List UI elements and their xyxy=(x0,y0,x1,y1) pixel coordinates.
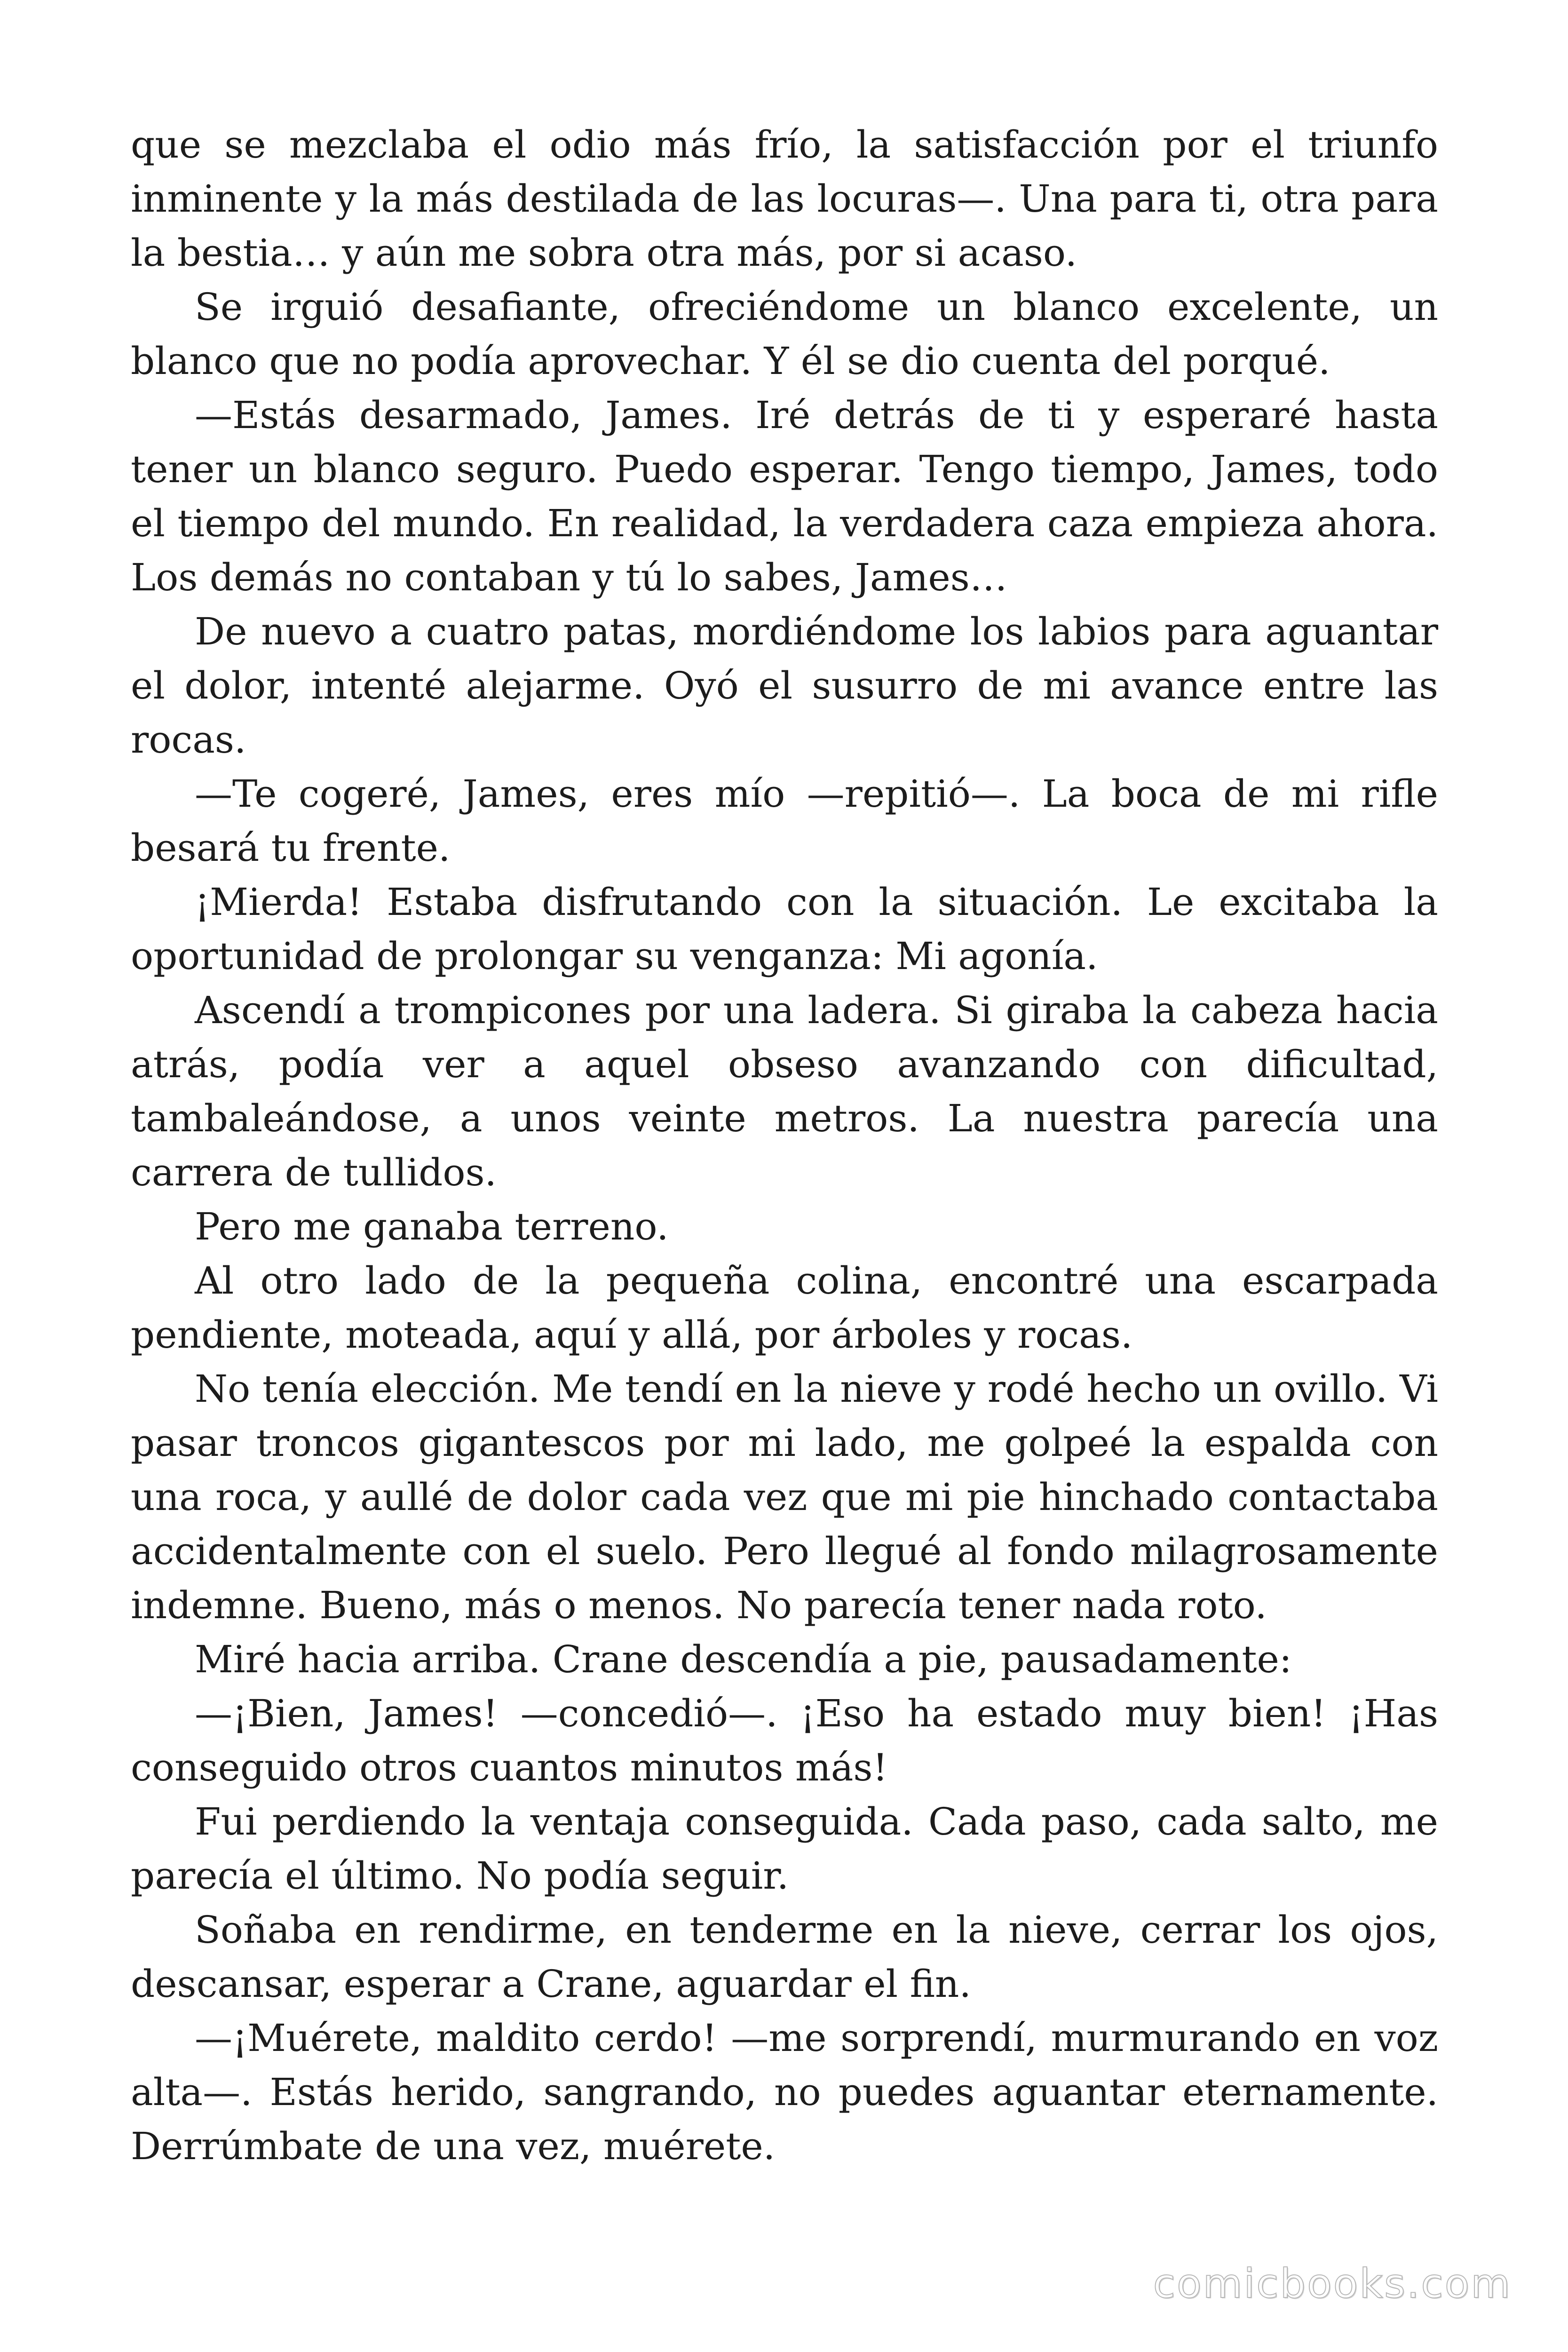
paragraph-4: De nuevo a cuatro patas, mordiéndome los labios para aguantar el dolor, intenté alejarme. Oyó el susurro de mi avance entre las rocas. xyxy=(131,610,1438,762)
watermark: comicbooks.com xyxy=(1153,2260,1512,2307)
paragraph-1: que se mezclaba el odio más frío, la satisfacción por el triunfo inminente y la más destilada de las locuras—. Una para ti, otra para la bestia… y aún me sobra otra más, por si acaso. xyxy=(131,123,1438,275)
paragraph-10: No tenía elección. Me tendí en la nieve y rodé hecho un ovillo. Vi pasar troncos gigantescos por mi lado, me golpeé la espalda con una roca, y aullé de dolor cada vez que mi pie hinchado contactaba accidentalmente con el suelo. Pero llegué al fondo milagrosamente indemne. Bueno, más o menos. No parecía tener nada roto. xyxy=(131,1367,1438,1627)
page-body xyxy=(131,118,1438,2173)
paragraph-9: Al otro lado de la pequeña colina, encontré una escarpada pendiente, moteada, aquí y allá, por árboles y rocas. xyxy=(131,1259,1438,1357)
paragraph-11: Miré hacia arriba. Crane descendía a pie, pausadamente: xyxy=(195,1637,1292,1681)
paragraph-2: Se irguió desafiante, ofreciéndome un blanco excelente, un blanco que no podía aprovechar. Y él se dio cuenta del porqué. xyxy=(131,285,1438,383)
paragraph-8: Pero me ganaba terreno. xyxy=(195,1205,669,1248)
paragraph-7: Ascendí a trompicones por una ladera. Si giraba la cabeza hacia atrás, podía ver a aquel obseso avanzando con dificultad, tambaleándose, a unos veinte metros. La nuestra parecía una carrera de tullidos. xyxy=(131,988,1438,1194)
paragraph-12: —¡Bien, James! —concedió—. ¡Eso ha estado muy bien! ¡Has conseguido otros cuantos minutos más! xyxy=(131,1692,1438,1789)
paragraph-3: —Estás desarmado, James. Iré detrás de ti y esperaré hasta tener un blanco seguro. Puedo esperar. Tengo tiempo, James, todo el tiempo del mundo. En realidad, la verdadera caza empieza ahora. Los demás no contaban y tú lo sabes, James… xyxy=(131,393,1438,599)
paragraph-5: —Te cogeré, James, eres mío —repitió—. La boca de mi rifle besará tu frente. xyxy=(131,772,1438,870)
paragraph-13: Fui perdiendo la ventaja conseguida. Cada paso, cada salto, me parecía el último. No podía seguir. xyxy=(131,1800,1438,1898)
paragraph-6: ¡Mierda! Estaba disfrutando con la situación. Le excitaba la oportunidad de prolongar su venganza: Mi agonía. xyxy=(131,880,1438,978)
paragraph-14: Soñaba en rendirme, en tenderme en la nieve, cerrar los ojos, descansar, esperar a Crane, aguardar el fin. xyxy=(131,1908,1438,2006)
paragraph-15: —¡Muérete, maldito cerdo! —me sorprendí, murmurando en voz alta—. Estás herido, sangrando, no puedes aguantar eternamente. Derrúmbate de una vez, muérete. xyxy=(131,2016,1438,2168)
